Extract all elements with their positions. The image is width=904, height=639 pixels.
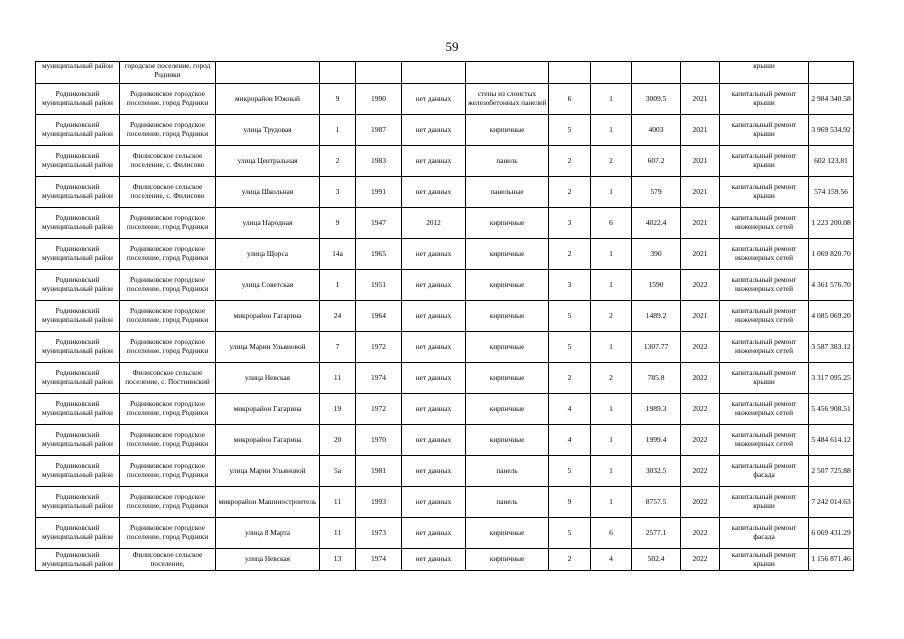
cell-street: улица Марии Ульяновой [216, 332, 320, 363]
cell-wall-material: кирпичные [466, 301, 549, 332]
cell-house-number: 11 [320, 487, 356, 518]
cell-cost: 4 085 069.20 [809, 301, 854, 332]
cell-floors: 3 [549, 208, 591, 239]
cell-plan-year: 2022 [681, 425, 720, 456]
table-row [36, 332, 854, 363]
cell-plan-year: 2021 [681, 301, 720, 332]
cell-street: улица Народная [216, 208, 320, 239]
cell-settlement: Родниковское городское поселение, город Родники [120, 487, 216, 518]
cell-floors: 3 [549, 270, 591, 301]
cell-district: Родниковский муниципальный район [36, 239, 120, 270]
cell-entrances: 1 [591, 177, 632, 208]
cell-settlement: Родниковское городское поселение, город Родники [120, 115, 216, 146]
cell-build-year: 1970 [356, 425, 402, 456]
table-row [36, 518, 854, 549]
cell-area: 3032.5 [632, 456, 681, 487]
cell-district: Родниковский муниципальный район [36, 84, 120, 115]
cell-cost: 1 069 820.70 [809, 239, 854, 270]
cell-last-repair-year: нет данных [402, 146, 466, 177]
cell-wall-material: кирпичные [466, 115, 549, 146]
cell-district: Родниковский муниципальный район [36, 518, 120, 549]
cell-entrances: 6 [591, 208, 632, 239]
cell-build-year: 1993 [356, 487, 402, 518]
cell-settlement: Филисовское сельское поселение, с. Постнинский [120, 363, 216, 394]
cell-floors: 2 [549, 363, 591, 394]
cell-last-repair-year: нет данных [402, 332, 466, 363]
cell-entrances [591, 62, 632, 84]
cell-plan-year: 2022 [681, 518, 720, 549]
cell-street: улица Невская [216, 549, 320, 571]
cell-entrances: 1 [591, 84, 632, 115]
cell-wall-material: панель [466, 456, 549, 487]
cell-wall-material: кирпичные [466, 270, 549, 301]
cell-plan-year: 2021 [681, 115, 720, 146]
cell-settlement: Родниковское городское поселение, город Родники [120, 239, 216, 270]
cell-cost: 1 223 200.08 [809, 208, 854, 239]
cell-house-number [320, 62, 356, 84]
cell-entrances: 1 [591, 115, 632, 146]
cell-floors: 5 [549, 115, 591, 146]
cell-settlement: Филисовское сельское поселение, с. Филисово [120, 146, 216, 177]
cell-house-number: 1 [320, 115, 356, 146]
table-row [36, 487, 854, 518]
cell-build-year: 1972 [356, 394, 402, 425]
cell-street: микрорайон Гагарина [216, 394, 320, 425]
cell-district: Родниковский муниципальный район [36, 301, 120, 332]
cell-house-number: 14а [320, 239, 356, 270]
cell-street: микрорайон Гагарина [216, 301, 320, 332]
cell-settlement: Родниковское городское поселение, город Родники [120, 518, 216, 549]
cell-settlement: Филисовское сельское поселение, с. Филисово [120, 177, 216, 208]
cell-district: Родниковский муниципальный район [36, 177, 120, 208]
cell-street: улица 8 Марта [216, 518, 320, 549]
cell-entrances: 1 [591, 239, 632, 270]
cell-cost: 4 361 576.70 [809, 270, 854, 301]
cell-work-type: капитальный ремонт крыши [720, 363, 809, 394]
cell-street: улица Центральная [216, 146, 320, 177]
cell-house-number: 3 [320, 177, 356, 208]
cell-plan-year: 2021 [681, 177, 720, 208]
cell-floors: 9 [549, 487, 591, 518]
cell-work-type: крыши [720, 62, 809, 84]
cell-settlement: Родниковское городское поселение, город Родники [120, 270, 216, 301]
cell-work-type: капитальный ремонт крыши [720, 177, 809, 208]
cell-wall-material: кирпичные [466, 208, 549, 239]
cell-area: 1590 [632, 270, 681, 301]
cell-district: муниципальный район [36, 62, 120, 84]
cell-last-repair-year: нет данных [402, 394, 466, 425]
cell-house-number: 7 [320, 332, 356, 363]
cell-settlement: Филисовское сельское поселение, [120, 549, 216, 571]
cell-street: улица Невская [216, 363, 320, 394]
cell-district: Родниковский муниципальный район [36, 394, 120, 425]
housing-repair-table [35, 61, 854, 571]
cell-cost: 3 969 534.92 [809, 115, 854, 146]
cell-build-year: 1973 [356, 518, 402, 549]
cell-street: микрорайон Машиностроитель [216, 487, 320, 518]
cell-settlement: Родниковское городское поселение, город Родники [120, 208, 216, 239]
cell-floors: 4 [549, 425, 591, 456]
cell-plan-year: 2021 [681, 239, 720, 270]
cell-cost [809, 62, 854, 84]
cell-settlement: городское поселение, город Родники [120, 62, 216, 84]
cell-last-repair-year: нет данных [402, 115, 466, 146]
cell-last-repair-year: нет данных [402, 425, 466, 456]
table-body [36, 62, 854, 571]
cell-district: Родниковский муниципальный район [36, 456, 120, 487]
cell-area [632, 62, 681, 84]
table-row [36, 146, 854, 177]
cell-cost: 574 159.56 [809, 177, 854, 208]
cell-wall-material: панель [466, 146, 549, 177]
cell-last-repair-year: 2012 [402, 208, 466, 239]
table-row [36, 549, 854, 571]
cell-work-type: капитальный ремонт крыши [720, 549, 809, 571]
table-row [36, 363, 854, 394]
cell-district: Родниковский муниципальный район [36, 208, 120, 239]
cell-build-year: 1965 [356, 239, 402, 270]
cell-last-repair-year: нет данных [402, 549, 466, 571]
cell-house-number: 11 [320, 363, 356, 394]
cell-entrances: 1 [591, 487, 632, 518]
cell-area: 579 [632, 177, 681, 208]
cell-plan-year: 2021 [681, 84, 720, 115]
cell-street: улица Советская [216, 270, 320, 301]
cell-floors: 6 [549, 84, 591, 115]
table-row [36, 456, 854, 487]
cell-floors: 5 [549, 301, 591, 332]
cell-floors: 2 [549, 177, 591, 208]
cell-build-year: 1972 [356, 332, 402, 363]
cell-entrances: 1 [591, 394, 632, 425]
cell-wall-material: кирпичные [466, 363, 549, 394]
cell-house-number: 5а [320, 456, 356, 487]
cell-wall-material [466, 62, 549, 84]
cell-work-type: капитальный ремонт крыши [720, 487, 809, 518]
cell-plan-year: 2022 [681, 394, 720, 425]
cell-wall-material: кирпичные [466, 332, 549, 363]
cell-house-number: 19 [320, 394, 356, 425]
cell-plan-year: 2022 [681, 456, 720, 487]
cell-area: 4003 [632, 115, 681, 146]
cell-house-number: 11 [320, 518, 356, 549]
cell-area: 502.4 [632, 549, 681, 571]
cell-last-repair-year: нет данных [402, 518, 466, 549]
cell-cost: 2 507 725.88 [809, 456, 854, 487]
cell-settlement: Родниковское городское поселение, город Родники [120, 84, 216, 115]
cell-floors: 5 [549, 456, 591, 487]
cell-house-number: 9 [320, 84, 356, 115]
cell-cost: 5 484 614.12 [809, 425, 854, 456]
cell-work-type: капитальный ремонт крыши [720, 146, 809, 177]
cell-area: 1999.4 [632, 425, 681, 456]
cell-area: 1489.2 [632, 301, 681, 332]
cell-cost: 5 456 908.51 [809, 394, 854, 425]
cell-district: Родниковский муниципальный район [36, 425, 120, 456]
cell-entrances: 1 [591, 456, 632, 487]
table-row [36, 425, 854, 456]
cell-district: Родниковский муниципальный район [36, 487, 120, 518]
cell-last-repair-year: нет данных [402, 177, 466, 208]
cell-wall-material: кирпичные [466, 518, 549, 549]
cell-entrances: 6 [591, 518, 632, 549]
cell-district: Родниковский муниципальный район [36, 549, 120, 571]
cell-last-repair-year: нет данных [402, 239, 466, 270]
cell-floors: 2 [549, 146, 591, 177]
cell-last-repair-year: нет данных [402, 487, 466, 518]
cell-entrances: 2 [591, 363, 632, 394]
cell-work-type: капитальный ремонт инженерных сетей [720, 208, 809, 239]
cell-wall-material: кирпичные [466, 549, 549, 571]
cell-street: улица Щорса [216, 239, 320, 270]
cell-district: Родниковский муниципальный район [36, 146, 120, 177]
cell-work-type: капитальный ремонт фасада [720, 518, 809, 549]
cell-wall-material: кирпичные [466, 425, 549, 456]
cell-work-type: капитальный ремонт инженерных сетей [720, 301, 809, 332]
cell-build-year: 1991 [356, 177, 402, 208]
cell-plan-year: 2022 [681, 270, 720, 301]
cell-district: Родниковский муниципальный район [36, 270, 120, 301]
cell-build-year: 1990 [356, 84, 402, 115]
cell-area: 4022.4 [632, 208, 681, 239]
cell-build-year: 1974 [356, 363, 402, 394]
cell-entrances: 1 [591, 332, 632, 363]
cell-settlement: Родниковское городское поселение, город Родники [120, 425, 216, 456]
cell-floors: 2 [549, 239, 591, 270]
cell-settlement: Родниковское городское поселение, город Родники [120, 394, 216, 425]
cell-last-repair-year: нет данных [402, 456, 466, 487]
cell-build-year: 1981 [356, 456, 402, 487]
cell-plan-year: 2022 [681, 363, 720, 394]
cell-street: улица Трудовая [216, 115, 320, 146]
cell-work-type: капитальный ремонт инженерных сетей [720, 270, 809, 301]
cell-work-type: капитальный ремонт инженерных сетей [720, 239, 809, 270]
cell-build-year: 1987 [356, 115, 402, 146]
cell-area: 8757.5 [632, 487, 681, 518]
cell-plan-year: 2022 [681, 487, 720, 518]
cell-cost: 602 123.81 [809, 146, 854, 177]
page-number: 59 [445, 39, 459, 54]
cell-wall-material: кирпичные [466, 394, 549, 425]
table-row-continued [36, 62, 854, 84]
cell-area: 3009.5 [632, 84, 681, 115]
cell-settlement: Родниковское городское поселение, город Родники [120, 456, 216, 487]
cell-area: 1307.77 [632, 332, 681, 363]
cell-work-type: капитальный ремонт инженерных сетей [720, 425, 809, 456]
cell-build-year: 1964 [356, 301, 402, 332]
cell-build-year: 1947 [356, 208, 402, 239]
cell-last-repair-year: нет данных [402, 270, 466, 301]
cell-street: улица Школьная [216, 177, 320, 208]
cell-house-number: 13 [320, 549, 356, 571]
cell-cost: 2 984 340.58 [809, 84, 854, 115]
table-row [36, 239, 854, 270]
cell-build-year: 1974 [356, 549, 402, 571]
cell-work-type: капитальный ремонт крыши [720, 115, 809, 146]
cell-area: 1989.3 [632, 394, 681, 425]
cell-street: микрорайон Гагарина [216, 425, 320, 456]
cell-entrances: 2 [591, 301, 632, 332]
cell-build-year [356, 62, 402, 84]
cell-house-number: 2 [320, 146, 356, 177]
cell-entrances: 1 [591, 425, 632, 456]
table-row [36, 270, 854, 301]
cell-house-number: 20 [320, 425, 356, 456]
cell-plan-year: 2022 [681, 549, 720, 571]
cell-work-type: капитальный ремонт инженерных сетей [720, 394, 809, 425]
cell-floors [549, 62, 591, 84]
cell-last-repair-year: нет данных [402, 363, 466, 394]
cell-build-year: 1951 [356, 270, 402, 301]
cell-work-type: капитальный ремонт крыши [720, 84, 809, 115]
cell-entrances: 2 [591, 146, 632, 177]
cell-build-year: 1983 [356, 146, 402, 177]
cell-street [216, 62, 320, 84]
cell-area: 785.8 [632, 363, 681, 394]
cell-last-repair-year: нет данных [402, 84, 466, 115]
cell-floors: 2 [549, 549, 591, 571]
cell-last-repair-year: нет данных [402, 301, 466, 332]
cell-plan-year: 2021 [681, 146, 720, 177]
table-row [36, 301, 854, 332]
cell-last-repair-year [402, 62, 466, 84]
cell-entrances: 4 [591, 549, 632, 571]
cell-house-number: 24 [320, 301, 356, 332]
cell-plan-year: 2021 [681, 208, 720, 239]
cell-wall-material: стены из слоистых железобетонных панелей [466, 84, 549, 115]
cell-cost: 7 242 014.63 [809, 487, 854, 518]
cell-area: 390 [632, 239, 681, 270]
cell-floors: 5 [549, 518, 591, 549]
cell-cost: 6 069 431.29 [809, 518, 854, 549]
cell-settlement: Родниковское городское поселение, город Родники [120, 301, 216, 332]
cell-plan-year [681, 62, 720, 84]
cell-work-type: капитальный ремонт фасада [720, 456, 809, 487]
cell-district: Родниковский муниципальный район [36, 115, 120, 146]
cell-wall-material: панельные [466, 177, 549, 208]
cell-wall-material: кирпичные [466, 239, 549, 270]
cell-area: 607.2 [632, 146, 681, 177]
table-row [36, 208, 854, 239]
cell-entrances: 1 [591, 270, 632, 301]
cell-house-number: 9 [320, 208, 356, 239]
table-row [36, 177, 854, 208]
cell-house-number: 1 [320, 270, 356, 301]
cell-floors: 5 [549, 332, 591, 363]
cell-area: 2577.1 [632, 518, 681, 549]
table-row [36, 394, 854, 425]
cell-cost: 1 156 871.46 [809, 549, 854, 571]
table-row [36, 115, 854, 146]
cell-floors: 4 [549, 394, 591, 425]
cell-cost: 3 317 095.25 [809, 363, 854, 394]
cell-plan-year: 2022 [681, 332, 720, 363]
cell-street: микрорайон Южный [216, 84, 320, 115]
cell-district: Родниковский муниципальный район [36, 363, 120, 394]
cell-wall-material: панель [466, 487, 549, 518]
cell-district: Родниковский муниципальный район [36, 332, 120, 363]
cell-settlement: Родниковское городское поселение, город Родники [120, 332, 216, 363]
cell-work-type: капитальный ремонт инженерных сетей [720, 332, 809, 363]
cell-cost: 3 587 383.12 [809, 332, 854, 363]
cell-street: улица Марии Ульяновой [216, 456, 320, 487]
table-row [36, 84, 854, 115]
